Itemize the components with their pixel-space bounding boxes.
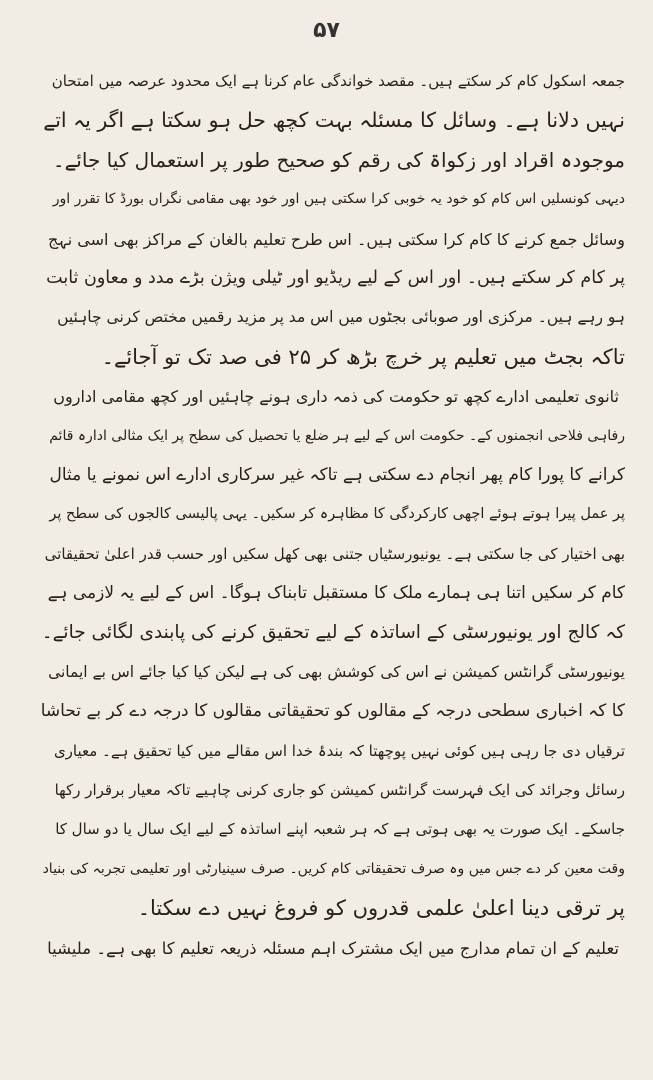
text-line: پر عمل پیرا ہوتے ہوئے اچھی کارکردگی کا مظاہرہ کر سکیں۔ یہی پالیسی کالجوں کی سطح پر xyxy=(49,506,625,523)
text-line: بھی اختیار کی جا سکتی ہے۔ یونیورسٹیاں جتنی بھی کھل سکیں اور حسب قدر اعلیٰ تحقیقاتی xyxy=(44,544,625,563)
text-line: کام کر سکیں اتنا ہی ہمارے ملک کا مستقبل تابناک ہوگا۔ اس کے لیے یہ لازمی ہے xyxy=(47,583,625,604)
text-line: دیہی کونسلیں اس کام کو خود یہ خوبی کرا سکتی ہیں اور خود بھی مقامی نگراں بورڈ کا تقرر اور xyxy=(52,191,625,208)
text-line: تعلیم کے ان تمام مدارج میں ایک مشترک اہم مسئلہ ذریعہ تعلیم کا بھی ہے۔ ملیشیا xyxy=(47,938,619,958)
text-line: وقت معین کر دے جس میں وہ صرف تحقیقاتی کام کریں۔ صرف سینیارٹی اور تعلیمی تجربہ کی بنیاد xyxy=(42,860,625,877)
text-line: وسائل جمع کرنے کا کام کرا سکتی ہیں۔ اس طرح تعلیم بالغان کے مراکز بھی اسی نہج xyxy=(48,229,625,249)
page-number: ۵۷ xyxy=(313,18,340,43)
body-text xyxy=(40,62,625,968)
text-line: پر ترقی دینا اعلیٰ علمی قدروں کو فروغ نہیں دے سکتا۔ xyxy=(137,896,625,921)
text-line: ترقیاں دی جا رہی ہیں کوئی نہیں پوچھتا کہ بندۂ خدا اس مقالے میں کیا تحقیق ہے۔ معیاری xyxy=(53,741,625,760)
text-line: کرانے کا پورا کام پھر انجام دے سکتی ہے تاکہ غیر سرکاری ادارے اس نمونے یا مثال xyxy=(49,464,625,485)
text-line: یونیورسٹی گرانٹس کمیشن نے اس کی کوشش بھی کی ہے لیکن کیا کیا جائے اس بے ایمانی xyxy=(48,662,625,681)
text-line: موجودہ اقراد اور زکواۃ کی رقم کو صحیح طور پر استعمال کیا جائے۔ xyxy=(52,147,625,172)
text-line: کا کہ اخباری سطحی درجہ کے مقالوں کو تحقیقاتی مقالوں کا درجہ دے کر بے تحاشا xyxy=(40,701,625,722)
text-line: رسائل وجرائد کی ایک فہرست گرانٹس کمیشن کو جاری کرنی چاہیے تاکہ معیار برقرار رکھا xyxy=(54,781,625,800)
text-line: پر کام کر سکتے ہیں۔ اور اس کے لیے ریڈیو اور ٹیلی ویژن بڑے مدد و معاون ثابت xyxy=(46,267,625,288)
text-line: جاسکے۔ ایک صورت یہ بھی ہوتی ہے کہ ہر شعبہ اپنے اساتذہ کے لیے ایک سال یا دو سال کا xyxy=(55,820,625,839)
text-line: رفاہی فلاحی انجمنوں کے۔ حکومت اس کے لیے ہر ضلع یا تحصیل کی سطح پر ایک مثالی ادارہ قائم xyxy=(49,427,625,444)
text-line: ہو رہے ہیں۔ مرکزی اور صوبائی بجٹوں میں اس مد پر مزید رقمیں مختص کرنی چاہئیں xyxy=(57,308,625,327)
text-line: جمعہ اسکول کام کر سکتے ہیں۔ مقصد خواندگی عام کرنا ہے ایک محدود عرصہ میں امتحان xyxy=(51,72,625,90)
text-line: ثانوی تعلیمی ادارے کچھ تو حکومت کی ذمہ داری ہونے چاہئیں اور کچھ مقامی اداروں xyxy=(53,387,619,407)
text-line: تاکہ بجٹ میں تعلیم پر خرچ بڑھ کر ۲۵ فی صد تک تو آجائے۔ xyxy=(101,344,625,369)
text-line: کہ کالج اور یونیورسٹی کے اساتذہ کے لیے تحقیق کرنے کی پابندی لگائی جائے۔ xyxy=(41,622,625,644)
text-line: نہیں دلانا ہے۔ وسائل کا مسئلہ بہت کچھ حل ہو سکتا ہے اگر یہ اتے xyxy=(43,108,625,133)
